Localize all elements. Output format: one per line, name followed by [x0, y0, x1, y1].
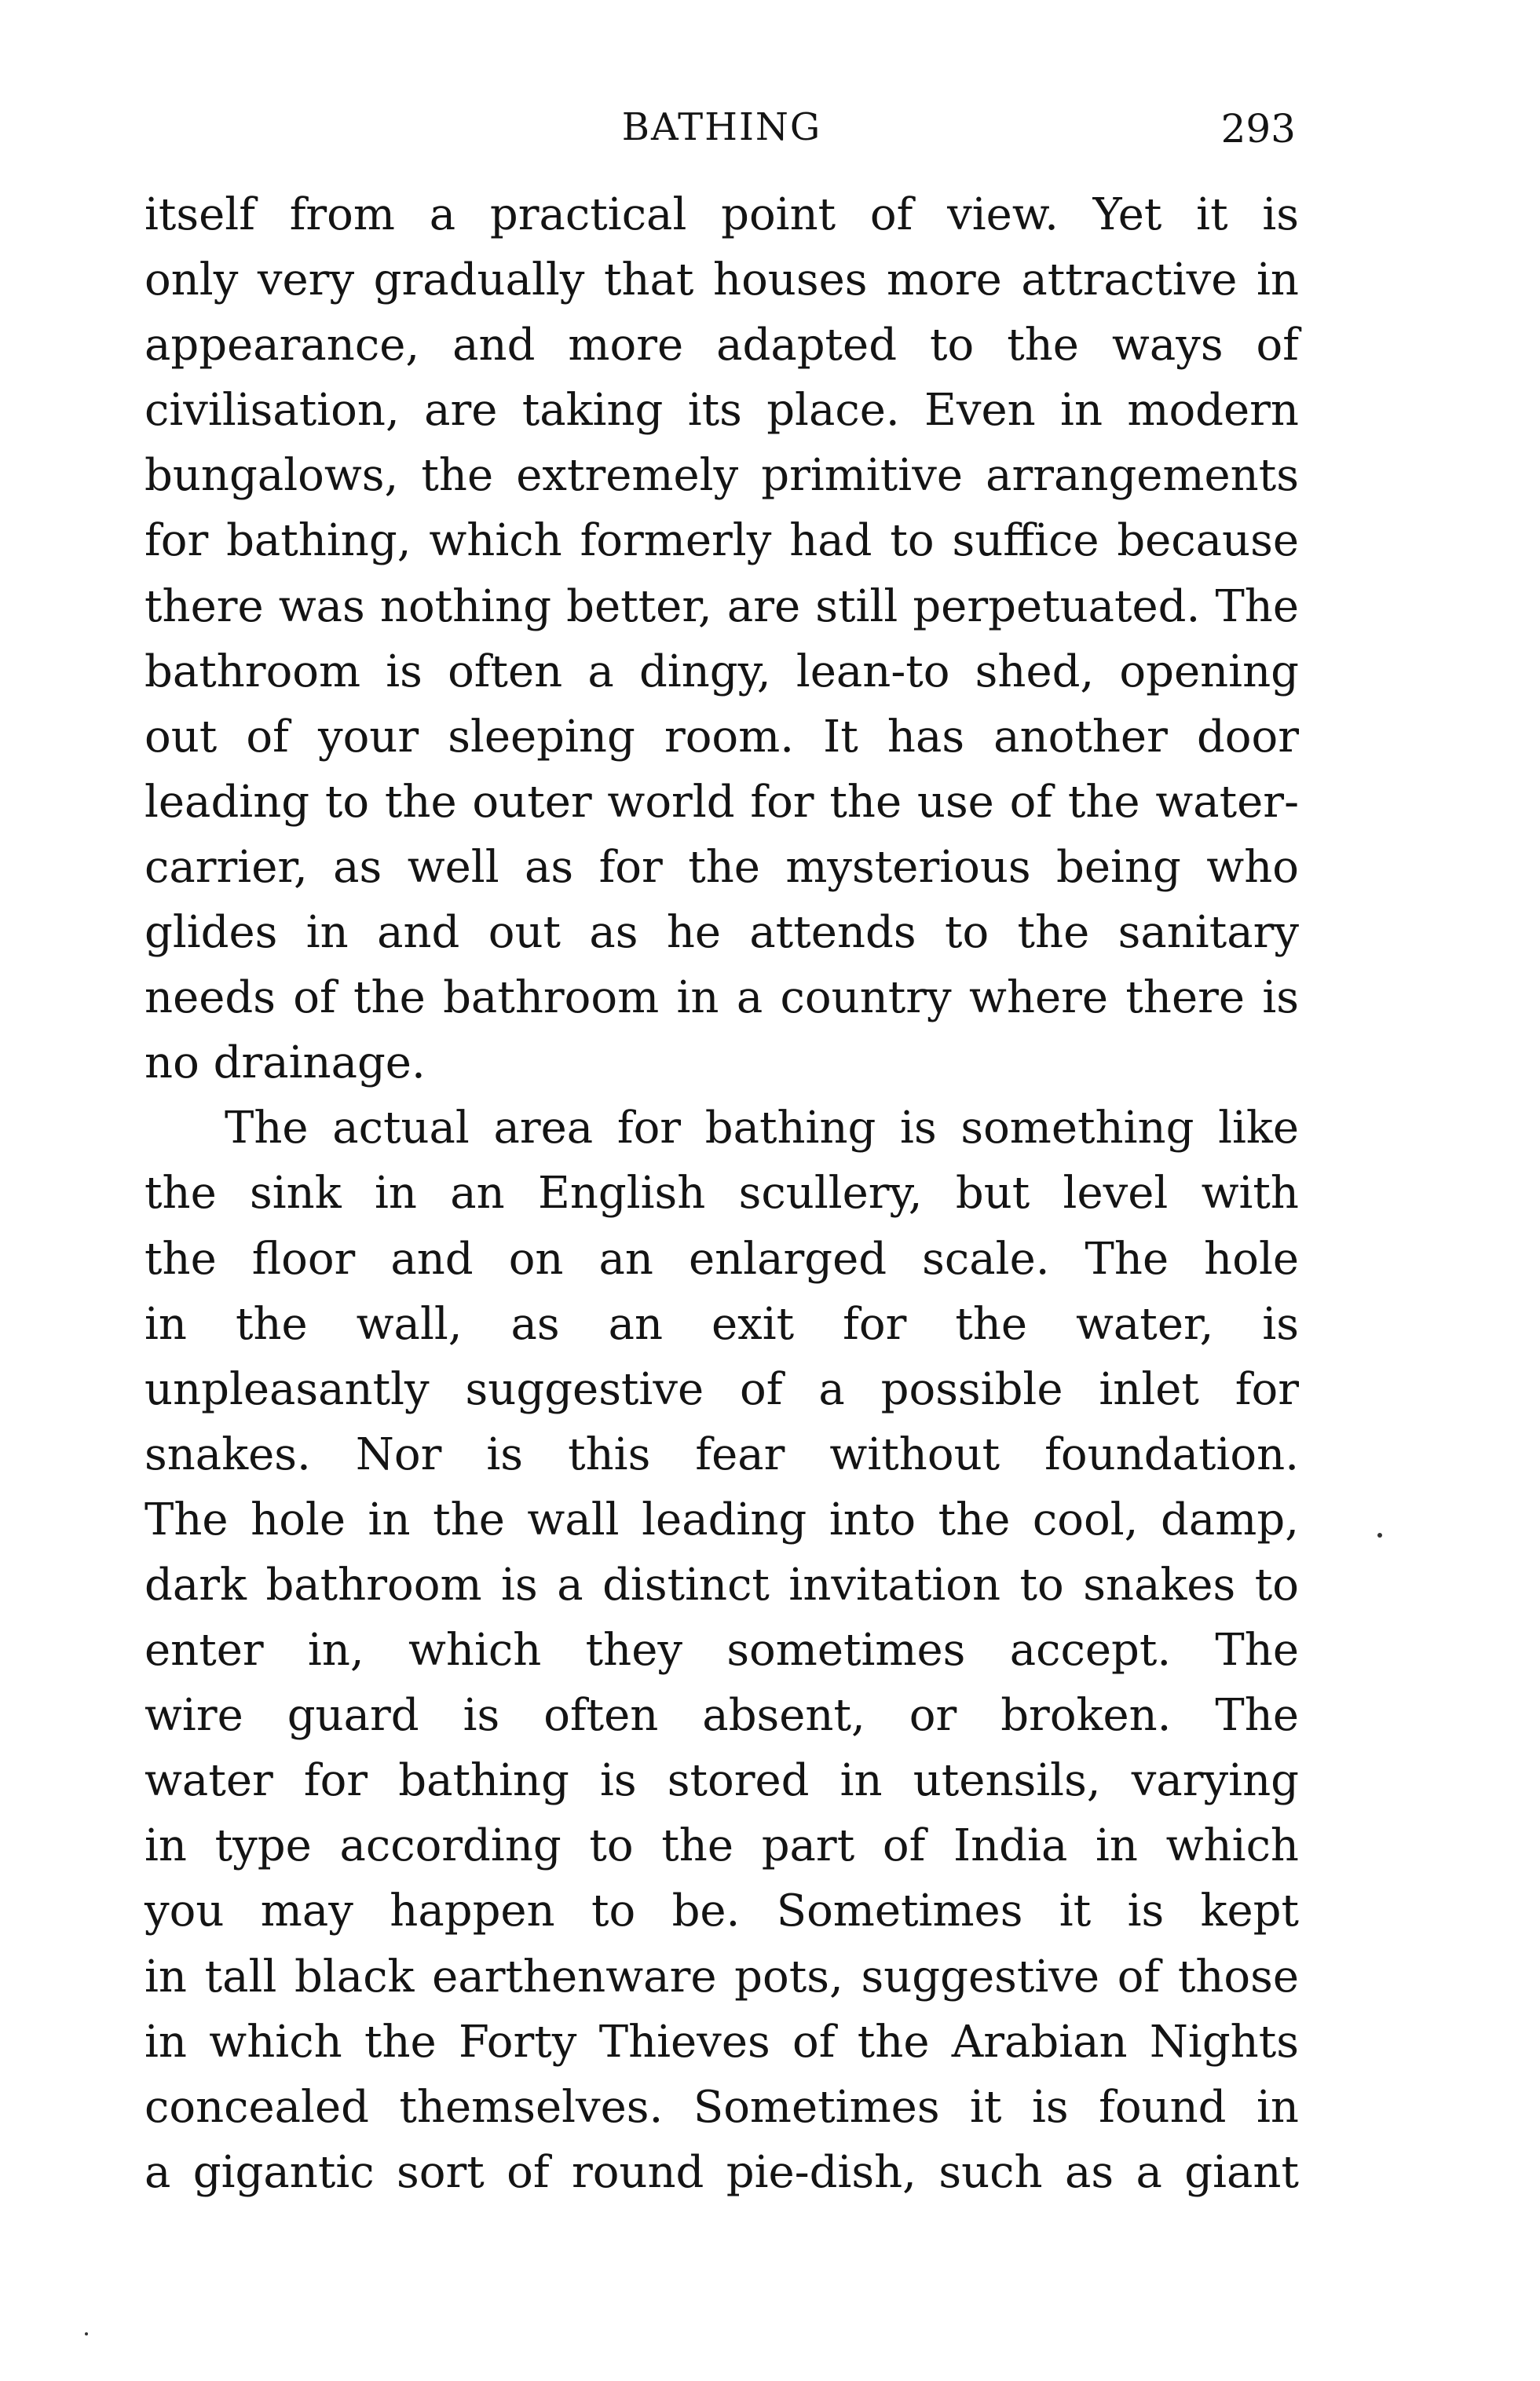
text-line: the sink in an English scullery, but level with — [144, 1168, 1299, 1220]
text-line: carrier, as well as for the mysterious being who — [144, 841, 1299, 893]
text-line: concealed themselves. Sometimes it is found in — [144, 2081, 1299, 2133]
text-line: appearance, and more adapted to the ways of — [144, 320, 1299, 371]
text-line: bungalows, the extremely primitive arrangements — [144, 450, 1299, 502]
text-line: wire guard is often absent, or broken. The — [144, 1690, 1299, 1742]
text-line: in tall black earthenware pots, suggestive of those — [144, 1951, 1299, 2002]
text-line: for bathing, which formerly had to suffice because — [144, 515, 1299, 567]
text-line: glides in and out as he attends to the sanitary — [144, 907, 1299, 959]
ink-speck — [85, 2332, 88, 2335]
text-line: there was nothing better, are still perpetuated. The — [144, 580, 1299, 632]
text-line: you may happen to be. Sometimes it is kept — [144, 1885, 1299, 1937]
text-line: unpleasantly suggestive of a possible inlet for — [144, 1363, 1299, 1415]
running-title: BATHING — [621, 105, 822, 149]
text-line: in the wall, as an exit for the water, is — [144, 1298, 1299, 1350]
text-line: water for bathing is stored in utensils, varying — [144, 1755, 1299, 1807]
text-line: enter in, which they sometimes accept. The — [144, 1625, 1299, 1677]
text-line: leading to the outer world for the use of the water- — [144, 776, 1299, 828]
text-line: needs of the bathroom in a country where there is — [144, 972, 1299, 1024]
text-line: no drainage. — [144, 1037, 426, 1089]
text-line: dark bathroom is a distinct invitation to snakes to — [144, 1559, 1299, 1611]
text-line: in which the Forty Thieves of the Arabian Nights — [144, 2016, 1299, 2068]
text-line: The hole in the wall leading into the cool, damp, — [144, 1494, 1299, 1545]
text-line: the floor and on an enlarged scale. The hole — [144, 1233, 1299, 1285]
ink-speck — [1377, 1533, 1382, 1538]
text-line: civilisation, are taking its place. Even in modern — [144, 385, 1299, 437]
body-text — [144, 182, 1299, 2205]
paragraph-1 — [144, 182, 1299, 1095]
text-line: bathroom is often a dingy, lean-to shed, opening — [144, 646, 1299, 697]
paragraph-2 — [144, 1095, 1299, 2205]
text-line: only very gradually that houses more attractive in — [144, 254, 1299, 306]
text-line: a gigantic sort of round pie-dish, such as a giant — [144, 2146, 1299, 2198]
text-line: snakes. Nor is this fear without foundation. — [144, 1428, 1299, 1480]
running-head — [144, 96, 1299, 159]
text-line: The actual area for bathing is something like — [225, 1103, 1299, 1154]
text-line: itself from a practical point of view. Yet it is — [144, 189, 1299, 240]
page-number: 293 — [1220, 106, 1296, 152]
text-line: out of your sleeping room. It has another door — [144, 711, 1299, 763]
text-line: in type according to the part of India in which — [144, 1820, 1299, 1872]
